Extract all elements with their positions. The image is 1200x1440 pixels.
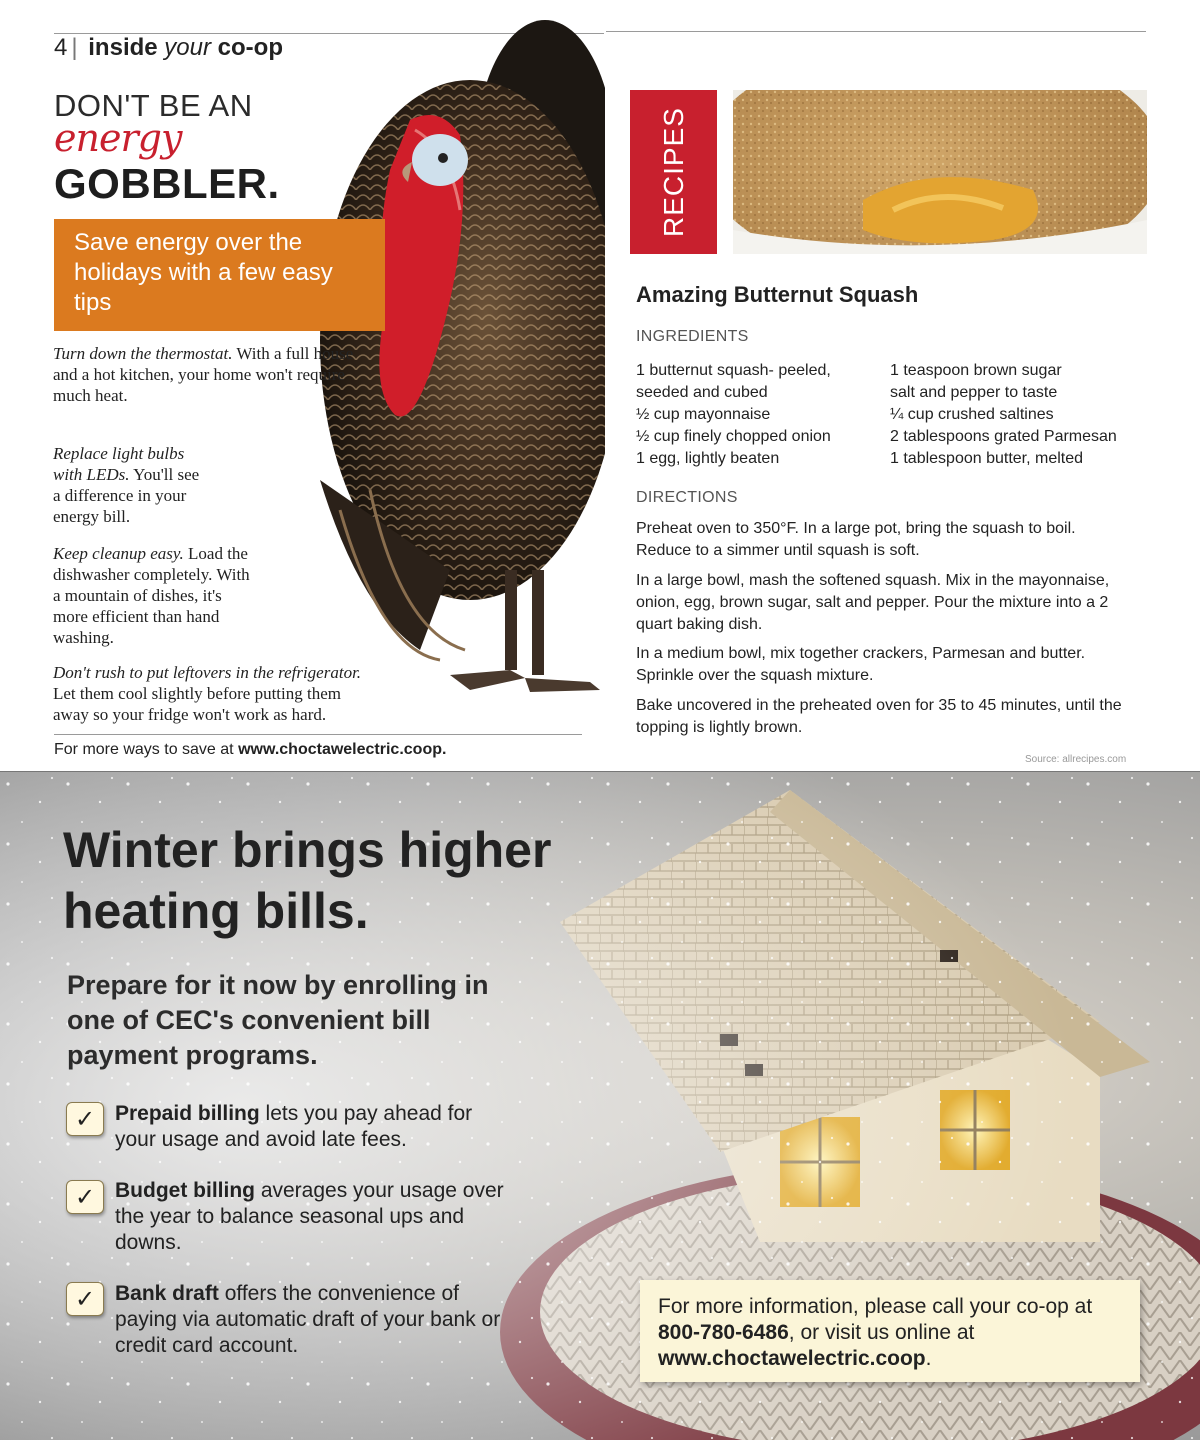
winter-subheadline: Prepare for it now by enrolling in one of CEC's convenient bill payment programs.	[67, 970, 489, 1070]
ingredient-item: seeded and cubed	[636, 384, 768, 401]
program-budget	[115, 1178, 515, 1256]
direction-step: Preheat oven to 350°F. In a large pot, bring the squash to boil. Reduce to a simmer until squash is soft.	[636, 520, 1076, 559]
tip-lead: Replace light bulbs with LEDs.	[53, 444, 185, 484]
checkmark-icon: ✓	[66, 1102, 104, 1136]
tip-cleanup	[53, 543, 258, 648]
direction-step: In a medium bowl, mix together crackers, Parmesan and butter. Sprinkle over the squash mixture.	[636, 645, 1086, 684]
callout-text: Save energy over the holidays with a few easy tips	[74, 229, 333, 316]
tip-text: You'll see a difference in your energy bill.	[53, 465, 200, 526]
page-number: 4	[54, 34, 68, 61]
phone-number[interactable]: 800-780-6486	[658, 1321, 789, 1344]
ingredient-item: ½ cup mayonnaise	[636, 406, 771, 423]
headline-line1: DON'T BE AN	[54, 88, 253, 123]
headline-gobbler: GOBBLER.	[54, 160, 280, 207]
tip-text: Load the dishwasher completely. With a mountain of dishes, it's more efficient than hand washing.	[53, 544, 250, 647]
direction-step: In a large bowl, mash the softened squash. Mix in the mayonnaise, onion, egg, brown sugar, salt and pepper. Pour the mixture into a 2 quart baking dish.	[636, 572, 1110, 633]
ingredient-item: ¼ cup crushed saltines	[890, 406, 1054, 423]
contact-text-middle: , or visit us online at	[788, 1321, 975, 1344]
recipes-tab-label: RECIPES	[657, 107, 689, 237]
tip-text: With a full house and a hot kitchen, your home won't require much heat.	[53, 344, 354, 405]
ingredients-right	[890, 360, 1117, 470]
direction-step: Bake uncovered in the preheated oven for 35 to 45 minutes, until the topping is lightly brown.	[636, 697, 1122, 736]
recipe-source: Source: allrecipes.com	[1025, 754, 1127, 765]
program-prepaid	[115, 1101, 515, 1153]
header-rule-right	[606, 31, 1146, 32]
ingredient-item: 1 butternut squash- peeled,	[636, 362, 831, 379]
program-name: Bank draft	[115, 1282, 219, 1305]
section-word-inside: inside	[88, 34, 158, 61]
ingredient-item: 1 teaspoon brown sugar	[890, 362, 1062, 379]
winter-ad	[0, 772, 1200, 1440]
recipes-tab-label-wrap	[630, 90, 717, 254]
ingredient-item: ½ cup finely chopped onion	[636, 428, 831, 445]
tip-lead: Keep cleanup easy.	[53, 544, 184, 563]
program-name: Prepaid billing	[115, 1102, 260, 1125]
winter-headline: Winter brings higher heating bills.	[63, 822, 552, 939]
save-footer	[54, 741, 446, 759]
tip-led	[53, 443, 203, 527]
ingredients-left	[636, 360, 831, 470]
tip-thermostat	[53, 343, 358, 406]
ingredient-item: 1 tablespoon butter, melted	[890, 450, 1084, 467]
page-header: 4 | inside your co-op	[54, 34, 283, 61]
contact-suffix: .	[925, 1347, 932, 1370]
ingredient-item: salt and pepper to taste	[890, 384, 1058, 401]
headline-script-word: energy	[54, 116, 182, 160]
footer-rule	[54, 734, 582, 735]
program-name: Budget billing	[115, 1179, 255, 1202]
program-desc: offers the convenience of paying via automatic draft of your bank or credit card account.	[115, 1282, 501, 1357]
squash-dish-photo	[733, 90, 1147, 254]
section-word-coop: co-op	[217, 34, 283, 61]
tip-lead: Don't rush to put leftovers in the refrigerator.	[53, 663, 362, 682]
ingredients-heading: INGREDIENTS	[636, 328, 749, 345]
checkmark-icon: ✓	[66, 1282, 104, 1316]
program-bank-draft	[115, 1281, 515, 1359]
tip-leftovers	[53, 662, 368, 725]
save-footer-link[interactable]: www.choctawelectric.coop.	[238, 741, 447, 758]
section-word-your: your	[164, 34, 211, 61]
ingredient-item: 1 egg, lightly beaten	[636, 450, 780, 467]
ingredient-item: 2 tablespoons grated Parmesan	[890, 428, 1117, 445]
website-link[interactable]: www.choctawelectric.coop	[658, 1347, 926, 1370]
tip-text: Let them cool slightly before putting them away so your fridge won't work as hard.	[53, 684, 341, 724]
contact-info-box	[640, 1280, 1140, 1382]
save-footer-text: For more ways to save at	[54, 741, 234, 758]
tip-lead: Turn down the thermostat.	[53, 344, 233, 363]
program-desc: lets you pay ahead for your usage and avoid late fees.	[115, 1102, 473, 1151]
recipe-title: Amazing Butternut Squash	[636, 282, 919, 307]
checkmark-icon: ✓	[66, 1180, 104, 1214]
contact-text: For more information, please call your co-op at	[658, 1295, 1093, 1318]
directions-heading: DIRECTIONS	[636, 489, 738, 506]
program-desc: averages your usage over the year to balance seasonal ups and downs.	[115, 1179, 504, 1254]
